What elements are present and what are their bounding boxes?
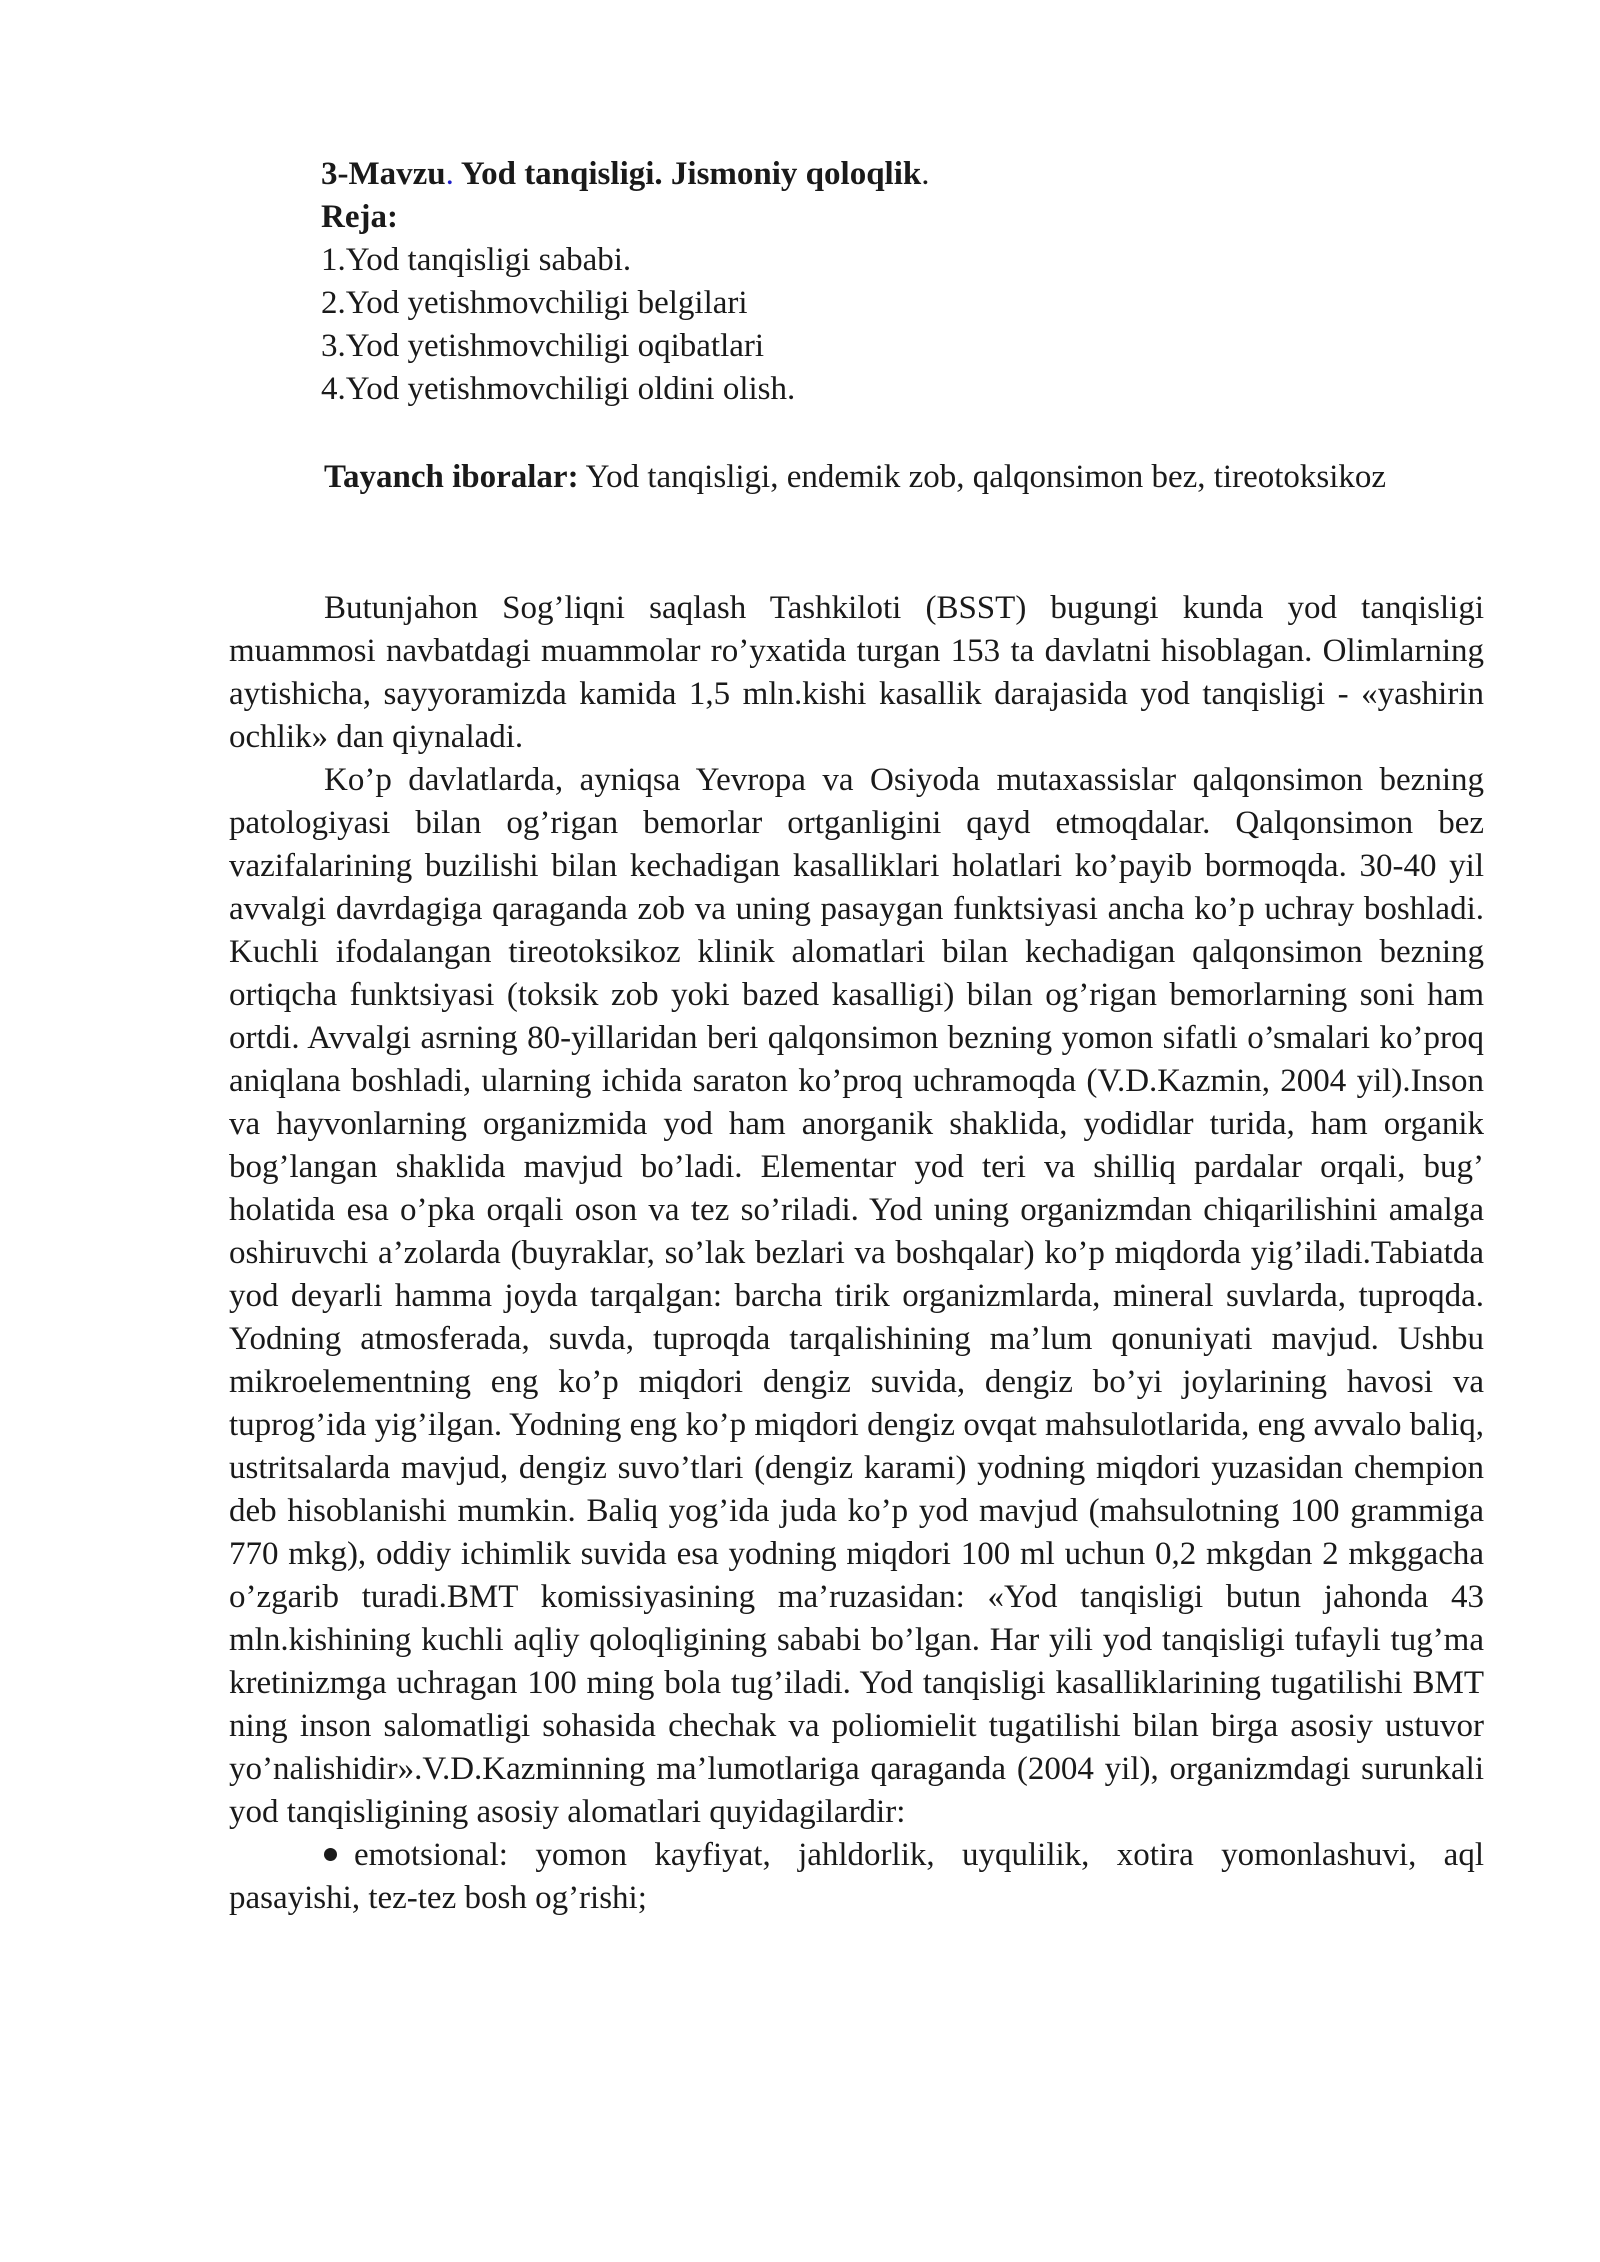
paragraph: Butunjahon Sog’liqni saqlash Tashkiloti (BSST) bugungi kunda yod tanqisligi muammosi navbatdagi muammolar ro’yxatida turgan 153 ta davlatni hisoblagan. Olimlarning aytishicha, sayyoramizda kamida 1,5 mln.kishi kasallik darajasida yod tanqisligi - «yashirin ochlik» dan qiynaladi. bbox=[229, 590, 1484, 755]
plan-item: 4.Yod yetishmovchiligi oldini olish. bbox=[321, 371, 796, 407]
keywords-paragraph bbox=[229, 456, 1484, 499]
reja-label: Reja: bbox=[321, 199, 398, 235]
plan-item: 1.Yod tanqisligi sababi. bbox=[321, 242, 632, 278]
title-number: 3-Mavzu bbox=[321, 156, 446, 192]
bullet-item bbox=[229, 1834, 1484, 1920]
keywords-label: Tayanch iboralar: bbox=[324, 459, 579, 495]
body-text bbox=[229, 587, 1484, 1920]
bullet-icon bbox=[324, 1848, 337, 1861]
paragraph: Ko’p davlatlarda, ayniqsa Yevropa va Osiyoda mutaxassislar qalqonsimon bezning patologiyasi bilan og’rigan bemorlar ortganligini qayd etmoqdalar. Qalqonsimon bez vazifalarining buzilishi bilan kechadigan kasalliklari holatlari ko’payib bormoqda. 30-40 yil avvalgi davrdagiga qaraganda zob va uning pasaygan funktsiyasi ancha ko’p uchray boshladi. Kuchli ifodalangan tireotoksikoz klinik alomatlari bilan kechadigan qalqonsimon bezning ortiqcha funktsiyasi (toksik zob yoki bazed kasalligi) bilan og’rigan bemorlarning soni ham ortdi. Avvalgi asrning 80-yillaridan beri qalqonsimon bezning yomon sifatli o’smalari ko’proq aniqlana boshladi, ularning ichida saraton ko’proq uchramoqda (V.D.Kazmin, 2004 yil).Inson va hayvonlarning organizmida yod ham anorganik shaklida, yodidlar turida, ham organik bog’langan shaklida mavjud bo’ladi. Elementar yod teri va shilliq pardalar orqali, bug’ holatida esa o’pka orqali oson va tez so’riladi. Yod uning organizmdan chiqarilishini amalga oshiruvchi a’zolarda (buyraklar, so’lak bezlari va boshqalar) ko’p miqdorda yig’iladi.Tabiatda yod deyarli hamma joyda tarqalgan: barcha tirik organizmlarda, mineral suvlarda, tuproqda. Yodning atmosferada, suvda, tuproqda tarqalishining ma’lum qonuniyati mavjud. Ushbu mikroelementning eng ko’p miqdori dengiz suvida, dengiz bo’yi joylarining havosi va tuprog’ida yig’ilgan. Yodning eng ko’p miqdori dengiz ovqat mahsulotlarida, eng avvalo baliq, ustritsalarda mavjud, dengiz suvo’tlari (dengiz karami) yodning miqdori yuzasidan chempion deb hisoblanishi mumkin. Baliq yog’ida juda ko’p yod mavjud (mahsulotning 100 grammiga 770 mkg), oddiy ichimlik suvida esa yodning miqdori 100 ml uchun 0,2 mkgdan 2 mkggacha o’zgarib turadi.BMT komissiyasining ma’ruzasidan: «Yod tanqisligi butun jahonda 43 mln.kishining kuchli aqliy qoloqligining sababi bo’lgan. Har yili yod tanqisligi tufayli tug’ma kretinizmga uchragan 100 ming bola tug’iladi. Yod tanqisligi kasalliklarining tugatilishi BMT ning inson salomatligi sohasida chechak va poliomielit tugatilishi bilan birga asosiy ustuvor yo’nalishidir».V.D.Kazminning ma’lumotlariga qaraganda (2004 yil), organizmdagi surunkali yod tanqisligining asosiy alomatlari quyidagilardir: bbox=[229, 762, 1484, 1830]
page-title bbox=[321, 153, 1471, 196]
title-end: . bbox=[921, 156, 930, 192]
plan-item: 3.Yod yetishmovchiligi oqibatlari bbox=[321, 328, 765, 364]
header-block bbox=[321, 153, 1471, 411]
bullet-text: emotsional: yomon kayfiyat, jahldorlik, uyqulilik, xotira yomonlashuvi, aql pasayishi, tez-tez bosh og’rishi; bbox=[229, 1837, 1484, 1916]
title-text: Yod tanqisligi. Jismoniy qoloqlik bbox=[453, 156, 922, 192]
title-dot: . bbox=[445, 156, 454, 192]
plan-item: 2.Yod yetishmovchiligi belgilari bbox=[321, 285, 748, 321]
keywords-text: Yod tanqisligi, endemik zob, qalqonsimon bez, tireotoksikoz bbox=[578, 459, 1387, 495]
